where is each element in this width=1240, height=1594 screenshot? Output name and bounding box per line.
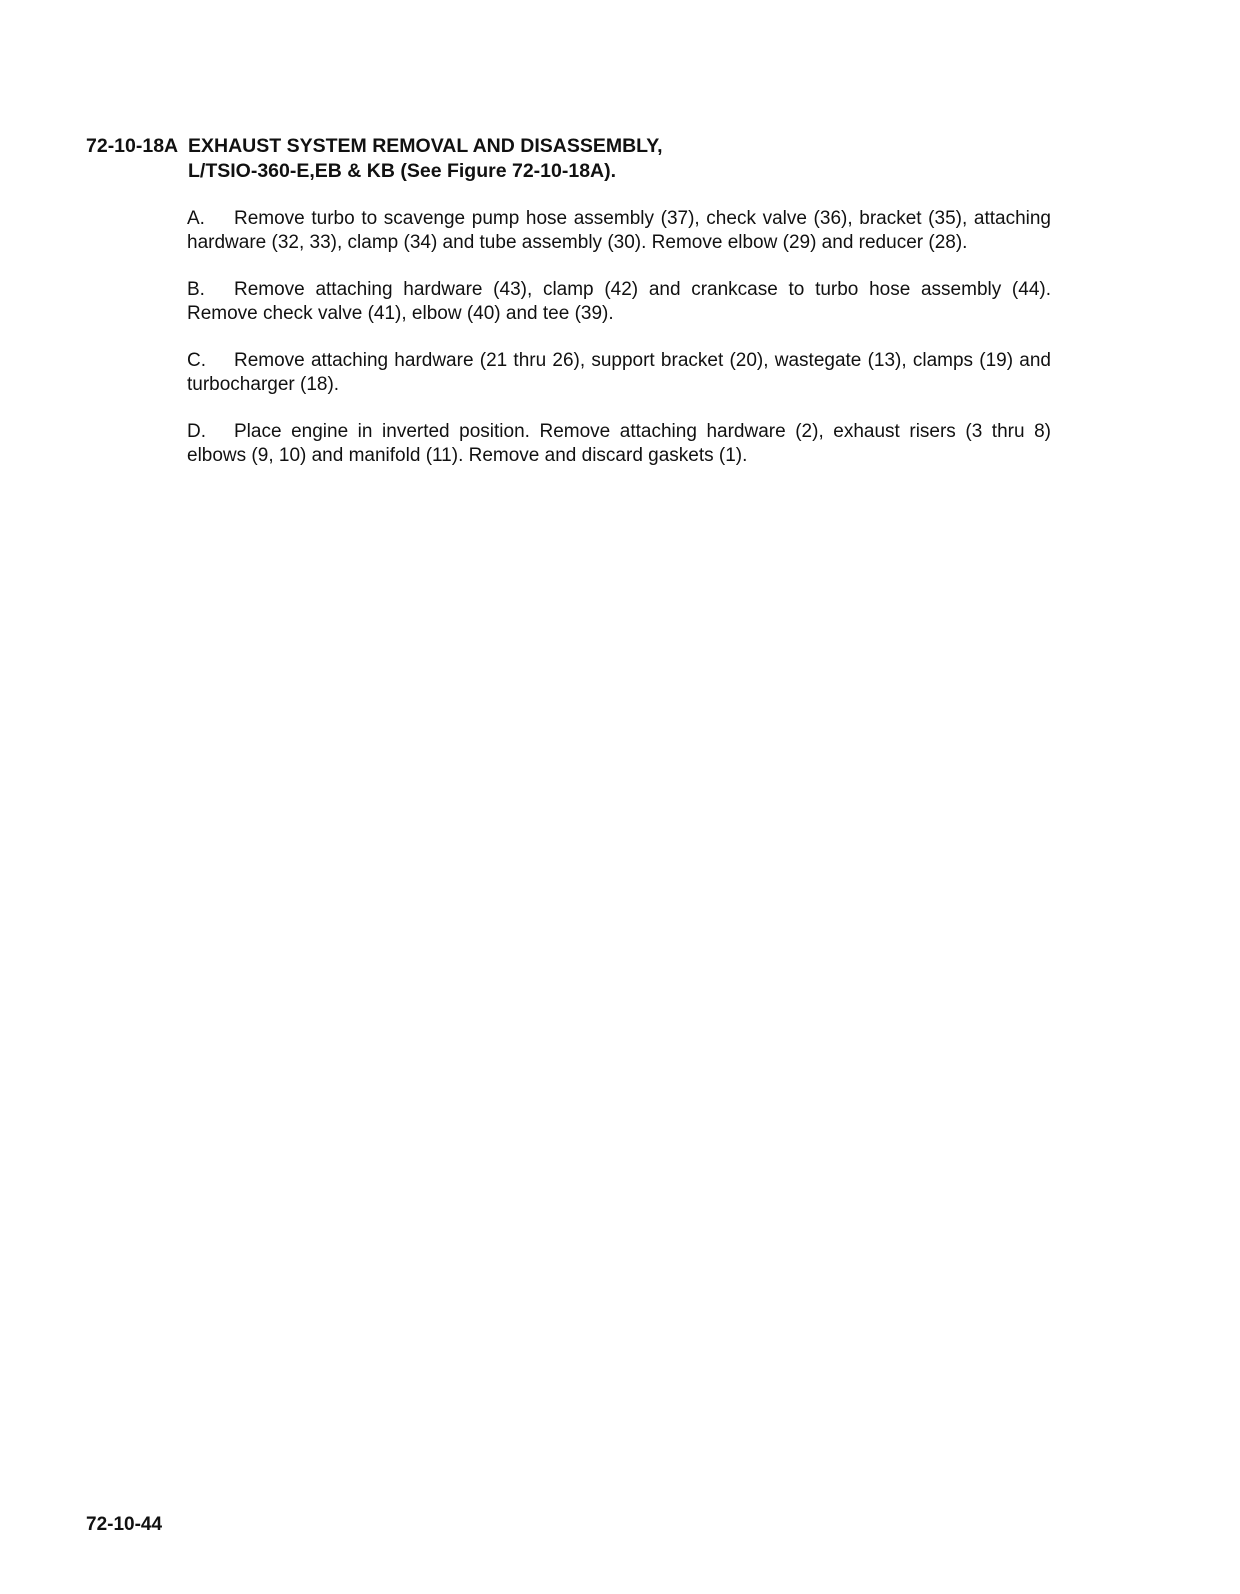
step-text: Place engine in inverted position. Remove attaching hardware (2), exhaust risers (3 thru 8) elbows (9, 10) and manifold (11). Remove and discard gaskets (1).	[187, 421, 1051, 466]
step-letter: B.	[187, 279, 205, 300]
section-title	[188, 134, 1076, 184]
section-header	[86, 134, 1076, 184]
step-text: Remove attaching hardware (43), clamp (42) and crankcase to turbo hose assembly (44). Remove check valve (41), elbow (40) and tee (39).	[187, 279, 1051, 324]
section-number: 72-10-18A	[86, 135, 179, 157]
page-number: 72-10-44	[86, 1514, 163, 1535]
section-title-line-2: L/TSIO-360-E,EB & KB (See Figure 72-10-18A).	[188, 160, 617, 182]
step-text: Remove attaching hardware (21 thru 26), support bracket (20), wastegate (13), clamps (19) and turbocharger (18).	[187, 350, 1051, 395]
step-letter: D.	[187, 421, 206, 442]
step-d	[187, 420, 1051, 468]
procedure-steps	[187, 207, 1051, 491]
step-a	[187, 207, 1051, 255]
step-b	[187, 278, 1051, 326]
step-letter: C.	[187, 350, 206, 371]
step-text: Remove turbo to scavenge pump hose assembly (37), check valve (36), bracket (35), attaching hardware (32, 33), clamp (34) and tube assembly (30). Remove elbow (29) and reducer (28).	[187, 208, 1051, 253]
step-c	[187, 349, 1051, 397]
section-heading	[86, 134, 1076, 184]
section-title-line-1: EXHAUST SYSTEM REMOVAL AND DISASSEMBLY,	[188, 135, 663, 157]
step-letter: A.	[187, 208, 205, 229]
